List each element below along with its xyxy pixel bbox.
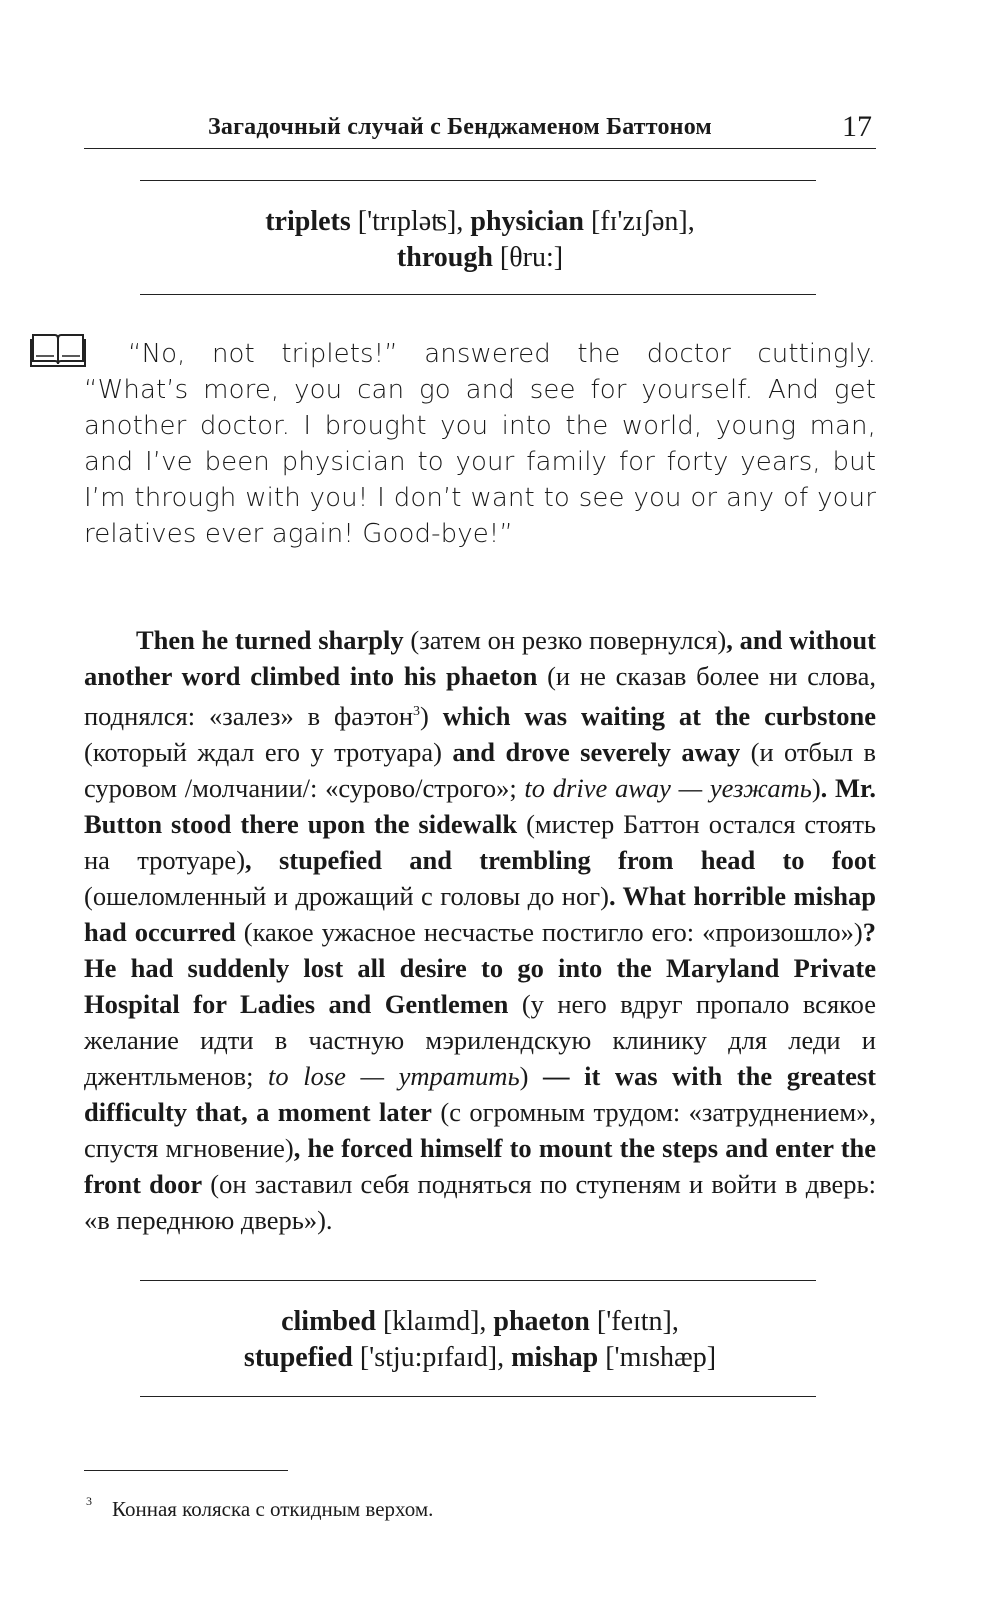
russian-gloss: (с огромным трудом: «затруднением», спустя мгновение) xyxy=(84,1096,876,1163)
pronunciation-block-bottom xyxy=(84,1304,876,1376)
english-phrase: , and without another word climbed into his phaeton xyxy=(84,625,876,691)
pronunciation-block-top xyxy=(84,204,876,276)
pron-ipa: [klaɪmd], xyxy=(382,1306,487,1337)
russian-gloss: ) xyxy=(811,772,821,803)
russian-gloss: (который ждал его у тротуара) xyxy=(84,736,442,767)
footnote-marker: 3 xyxy=(413,704,421,719)
english-phrase: Then he turned sharply xyxy=(136,625,404,655)
annotated-paragraph xyxy=(84,622,876,1238)
english-phrase: . Mr. Button stood there upon the sidewalk xyxy=(84,772,876,839)
pron-word: mishap xyxy=(511,1342,599,1373)
russian-gloss: (затем он резко повернулся) xyxy=(403,625,727,655)
english-text: “No, not triplets!” answered the doctor cuttingly. “What’s more, you can go and see for yourself. And get another doctor. I brought you into the world, young man, and I’ve been physician to your family for forty years, but I’m through with you! I don’t want to see you or any of your relatives ever again! Good-bye!” xyxy=(84,339,876,549)
footnote-mark: 3 xyxy=(86,1494,92,1508)
divider-top-1 xyxy=(140,180,816,181)
divider-bottom-1 xyxy=(140,1280,816,1281)
pron-ipa: ['trɪpləʦ], xyxy=(357,206,464,237)
russian-gloss: (он заставил себя подняться по ступеням и войти в дверь: «в переднюю дверь»). xyxy=(84,1168,877,1235)
english-phrase: , he forced himself to mount the steps and enter the front door xyxy=(84,1132,877,1199)
dictionary-note: to drive away — уезжать xyxy=(524,772,812,803)
pron-ipa: ['feɪtn], xyxy=(596,1306,679,1337)
russian-gloss: (у него вдруг пропало всякое желание идти в частную мэрилендскую клинику для леди и джентльменов; xyxy=(84,988,876,1091)
pron-ipa: ['stju:pɪfaɪd], xyxy=(359,1342,505,1373)
english-phrase: , stupefied and trembling from head to foot xyxy=(245,844,876,875)
russian-gloss: (мистер Баттон остался стоять на тротуаре) xyxy=(84,808,876,875)
footnote xyxy=(86,1494,434,1522)
running-header xyxy=(84,108,876,149)
russian-gloss: (ошеломленный и дрожащий с головы до ног) xyxy=(84,880,609,911)
pron-word: stupefied xyxy=(243,1342,353,1373)
russian-gloss: ) xyxy=(519,1060,529,1091)
divider-bottom-2 xyxy=(140,1396,816,1397)
russian-gloss: ) xyxy=(420,700,429,731)
english-passage xyxy=(84,336,876,552)
pron-word: climbed xyxy=(281,1306,376,1337)
footnote-separator xyxy=(84,1470,288,1471)
page-number: 17 xyxy=(842,110,872,143)
russian-gloss: (и отбыл в суровом /молчании/: «сурово/строго»; xyxy=(84,736,876,803)
pron-word: physician xyxy=(470,206,584,237)
english-phrase: ? He had suddenly lost all desire to go into the Maryland Private Hospital for Ladies and Gentlemen xyxy=(84,916,876,1019)
pron-word: through xyxy=(396,242,493,273)
footnote-text: Конная коляска с откидным верхом. xyxy=(112,1497,434,1521)
pron-ipa: [θru:] xyxy=(499,242,564,273)
english-phrase: which was waiting at the curbstone xyxy=(428,700,876,731)
open-book-icon xyxy=(30,330,86,370)
dictionary-note: to lose — утратить xyxy=(268,1060,520,1091)
russian-gloss: (какое ужасное несчастье постигло его: «произошло») xyxy=(235,916,863,947)
header-title: Загадочный случай с Бенджаменом Баттоном xyxy=(208,114,712,140)
english-phrase: — it was with the greatest difficulty that, a moment later xyxy=(84,1060,876,1127)
english-phrase: . What horrible mishap had occurred xyxy=(84,880,876,947)
pron-ipa: ['mɪshæp] xyxy=(605,1342,717,1373)
english-phrase: and drove severely away xyxy=(441,736,741,767)
russian-gloss: (и не сказав более ни слова, поднялся: «залез» в фаэтон xyxy=(84,661,876,731)
pron-ipa: [fɪ'zɪʃən], xyxy=(590,206,695,237)
pron-word: phaeton xyxy=(493,1306,590,1337)
pron-word: triplets xyxy=(265,206,351,237)
divider-top-2 xyxy=(140,294,816,295)
